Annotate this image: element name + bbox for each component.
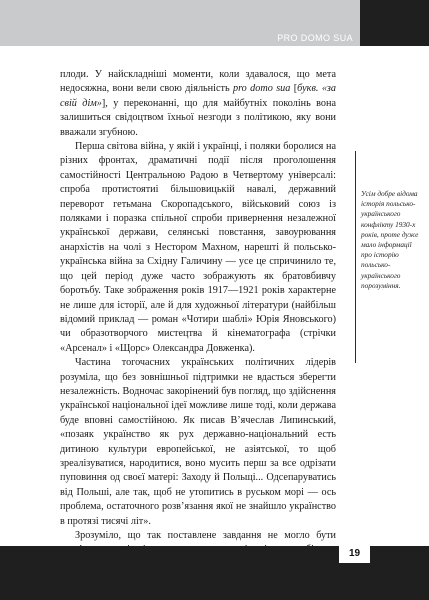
paragraph-2: Перша світова війна, у якій і українці, і поляки боролися на різних фронтах, драматичні події після проголошення самостійності Центральною Радою в Четвертому універсалі: спроба протистоятиі більшовицькій навалі, державний переворот гетьмана Скоропадського, військовий союз із поляками і поразка спільної спроби привернення незалежної української держави, селянські повстання, завоурювання анархістів на чолі з Нестором Махном, нарешті й польсько-українська війна за Східну Галичину — усе це спричинило те, що цей період дуже часто зображують як братовбивчу боротьбу. Таке зображення років 1917—1921 років характерне не лише для історії, але й для художньої літератури (найбільш відомий приклад — роман «Чотири шаблі» Юрія Яновського) чи образотворчого мистецтва й кінематографа (стрічки «Арсенал» і «Щорс» Олександра Довженка). — [60, 141, 336, 354]
paragraph-3: Частина тогочасних українських політичних лідерів розуміла, що без зовнішньої підтримки не вдасться зберегти незалежність. Водночас закорінений був погляд, що здійснення української національної ідеї можливе лише тоді, коли держава буде вповні самостійною. Як писав В’ячеслав Липинський, «позаяк українство як рух державно-національний есть дитиною культури европейської, не азіятської, то щоб зреалізуватися, народитися, воно мусить перш за все одрізати пуповиння од своєї матері: Заходу й Польщі... Одсепаруватись від Польші, але так, щоб не утопитись в руськом морі — ось проблема, остаточного розв’язання якої не знайшло українство в протязі тисячі літ». — [60, 357, 336, 527]
paragraph-1: плоди. У найскладніші моменти, коли здавалося, що мета недосяжна, вони вели свою діяльність pro domo sua [букв. «за свій дім»], у переконанні, що для майбутніх поколінь вона залишиться свідоцтвом їхньої незгоди з політикою, яку вони вважали згубною. — [60, 69, 336, 138]
emphasis-latin-phrase: pro domo sua — [233, 83, 291, 95]
sidebar-note: Усім добре відома історія польсько-українського конфлікту 1930-х років, проте дуже мало інформації про історію польсько-українського порозуміння. — [361, 189, 419, 290]
paragraph-4: Зрозуміло, що так поставлене завдання не могло бути — [75, 530, 336, 541]
main-text-column — [60, 68, 336, 572]
header-dark-tab — [360, 0, 429, 46]
sidebar-rule — [355, 151, 356, 363]
page-number: 19 — [348, 548, 361, 559]
running-head: PRO DOMO SUA — [277, 33, 353, 43]
emphasis-translation: букв. «за свій дім» — [60, 83, 336, 109]
